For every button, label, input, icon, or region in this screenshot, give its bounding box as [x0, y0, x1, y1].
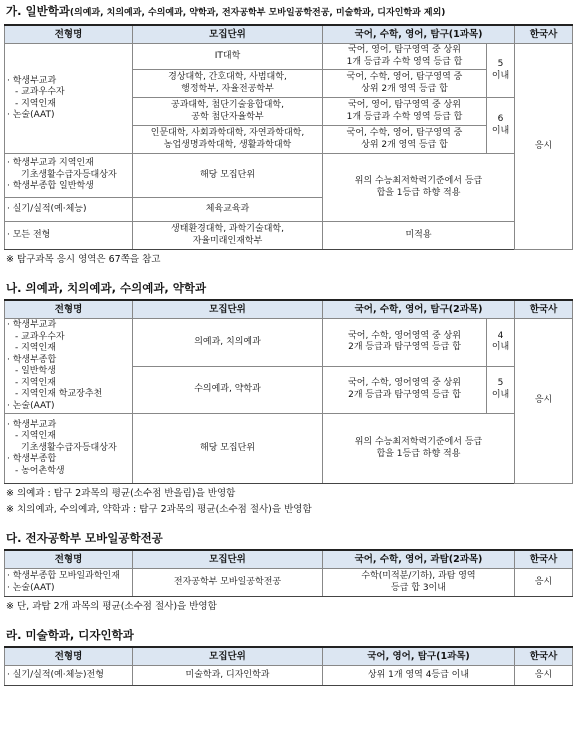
admission-type-line: · 논술(AAT)	[7, 582, 55, 593]
criteria-line: 상위 2개 영역 등급 합	[361, 83, 448, 94]
admission-type-cell	[5, 44, 133, 154]
unit-line: 체육교육과	[205, 203, 250, 214]
criteria-line: 국어, 수학, 영어, 탐구영역 중	[346, 128, 463, 138]
criteria-cell	[323, 70, 487, 98]
header-unit: 모집단위	[133, 647, 323, 666]
admission-type-line: - 농어촌학생	[15, 465, 65, 476]
admission-type-line: - 지역인재 학교장추천	[15, 389, 103, 399]
criteria-line: 국어, 수학, 영어, 탐구영역 중	[346, 72, 463, 82]
admission-type-cell	[5, 319, 133, 414]
grade-limit-unit: 이내	[491, 125, 510, 136]
admission-type-line: · 실기/실적(예·체능)	[7, 203, 87, 214]
criteria-line: 위의 수능최저학력기준에서 등급	[354, 437, 483, 447]
grade-limit-value: 6	[497, 114, 504, 124]
section-title-ra: 라. 미술학과, 디자인학과	[6, 628, 134, 642]
header-admission-type: 전형명	[5, 300, 133, 319]
grade-limit-unit: 이내	[491, 389, 510, 400]
unit-line: 행정학부, 자율전공학부	[181, 83, 274, 94]
unit-line: 해당 모집단위	[199, 442, 256, 453]
admission-type-line: 기초생활수급자등대상자	[21, 442, 117, 453]
section-subtitle: (의예과, 치의예과, 수의예과, 약학과, 전자공학부 모바일공학전공, 미술학과, 디자인학과 제외)	[69, 8, 446, 18]
unit-line: 경상대학, 간호대학, 사범대학,	[168, 72, 287, 82]
grade-limit-value: 5	[497, 59, 504, 69]
criteria-line: 1개 등급과 수학 영역 등급 합	[346, 111, 463, 122]
header-admission-type: 전형명	[5, 550, 133, 569]
unit-cell	[133, 222, 323, 250]
grade-limit-cell	[487, 319, 515, 367]
criteria-cell	[323, 319, 487, 367]
header-criteria: 국어, 수학, 영어, 과탐(2과목)	[323, 550, 515, 569]
criteria-line: 국어, 수학, 영어영역 중 상위	[348, 378, 461, 389]
criteria-line: 합을 1등급 하향 적용	[376, 187, 461, 198]
criteria-table-art	[4, 646, 573, 686]
admission-type-line: · 모든 전형	[7, 229, 51, 240]
unit-line: 농업생명과학대학, 생활과학대학	[163, 139, 292, 150]
unit-line: 의예과, 치의예과	[194, 336, 261, 347]
admission-type-line: - 교과우수자	[15, 87, 65, 97]
note: ※ 치의예과, 수의예과, 약학과 : 탐구 2과목의 평균(소수점 절사)을 반영함	[6, 504, 312, 515]
admission-type-line: - 지역인재	[15, 343, 56, 353]
criteria-line: 위의 수능최저학력기준에서 등급	[354, 176, 483, 186]
admission-type-line: · 학생부교과	[7, 419, 57, 430]
admission-type-line: · 학생부교과 지역인재	[7, 158, 94, 169]
unit-cell	[133, 666, 323, 686]
criteria-cell	[323, 666, 515, 686]
note: ※ 단, 과탐 2개 과목의 평균(소수점 절사)을 반영함	[6, 601, 217, 612]
criteria-cell	[323, 126, 487, 154]
unit-cell	[133, 414, 323, 484]
admission-type-line: · 학생부종합 일반학생	[7, 181, 94, 192]
unit-cell	[133, 44, 323, 70]
unit-line: 해당 모집단위	[199, 169, 256, 180]
unit-cell	[133, 154, 323, 198]
criteria-line: 상위 1개 영역 4등급 이내	[367, 669, 470, 680]
grade-limit-cell	[487, 98, 515, 154]
unit-line: 공과대학, 첨단기술융합대학,	[171, 100, 284, 110]
unit-line: 생태환경대학, 과학기술대학,	[171, 224, 284, 234]
grade-limit-cell	[487, 44, 515, 98]
header-admission-type: 전형명	[5, 647, 133, 666]
criteria-cell	[323, 44, 487, 70]
header-korean-history: 한국사	[515, 647, 573, 666]
criteria-line: 국어, 영어, 탐구영역 중 상위	[348, 45, 461, 55]
header-unit: 모집단위	[133, 25, 323, 44]
admission-type-line: - 지역인재	[15, 431, 56, 442]
admission-type-line: - 교과우수자	[15, 331, 65, 342]
header-unit: 모집단위	[133, 300, 323, 319]
shared-criteria-cell	[323, 414, 515, 484]
section-title-text: 가. 일반학과	[6, 4, 70, 18]
criteria-line: 합을 1등급 하향 적용	[376, 448, 461, 459]
criteria-line: 국어, 영어, 탐구영역 중 상위	[348, 100, 461, 110]
section-title-ga	[4, 2, 576, 24]
criteria-cell	[323, 366, 487, 414]
criteria-line: 2개 등급과 탐구영역 등급 합	[348, 389, 461, 400]
header-korean-history: 한국사	[515, 25, 573, 44]
unit-cell	[133, 198, 323, 222]
criteria-line: 등급 합 3이내	[391, 582, 446, 593]
section-title-da: 다. 전자공학부 모바일공학전공	[6, 531, 163, 545]
criteria-line: 국어, 수학, 영어영역 중 상위	[348, 330, 461, 341]
unit-cell	[133, 70, 323, 98]
admission-type-line: 기초생활수급자등대상자	[21, 169, 117, 180]
admission-type-line: · 실기/실적(예·체능)전형	[7, 669, 104, 680]
criteria-cell	[323, 98, 487, 126]
criteria-line: 1개 등급과 수학 영역 등급 합	[346, 56, 463, 67]
unit-line: 인문대학, 사회과학대학, 자연과학대학,	[150, 128, 305, 138]
admission-type-cell	[5, 569, 133, 597]
grade-limit-cell	[487, 366, 515, 414]
korean-history-cell: 응시	[515, 44, 573, 250]
grade-limit-value: 5	[497, 378, 504, 389]
korean-history-cell: 응시	[515, 569, 573, 597]
admission-type-cell	[5, 666, 133, 686]
criteria-cell	[323, 569, 515, 597]
admission-type-cell	[5, 414, 133, 484]
admission-type-line: - 일반학생	[15, 366, 56, 376]
header-korean-history: 한국사	[515, 550, 573, 569]
admission-type-cell	[5, 222, 133, 250]
header-admission-type: 전형명	[5, 25, 133, 44]
header-criteria: 국어, 수학, 영어, 탐구(2과목)	[323, 300, 515, 319]
grade-limit-value: 4	[497, 330, 504, 341]
admission-type-line: - 지역인재	[15, 98, 56, 109]
unit-cell	[133, 366, 323, 414]
admission-type-line: · 논술(AAT)	[7, 400, 55, 411]
admission-type-cell	[5, 154, 133, 198]
shared-criteria-cell	[323, 154, 515, 222]
grade-limit-unit: 이내	[491, 342, 510, 353]
criteria-table-mobile	[4, 549, 573, 597]
admission-criteria-page	[4, 0, 576, 686]
unit-line: 미술학과, 디자인학과	[185, 669, 270, 680]
unit-line: 자율미래인재학부	[192, 235, 263, 246]
admission-type-line: · 학생부교과	[7, 320, 57, 330]
criteria-line: 상위 2개 영역 등급 합	[361, 139, 448, 150]
unit-cell	[133, 319, 323, 367]
korean-history-cell: 응시	[515, 319, 573, 484]
section-title-na: 나. 의예과, 치의예과, 수의예과, 약학과	[6, 281, 207, 295]
korean-history-cell: 응시	[515, 666, 573, 686]
admission-type-cell	[5, 198, 133, 222]
unit-line: 공학 첨단자율학부	[191, 111, 264, 122]
header-unit: 모집단위	[133, 550, 323, 569]
admission-type-line: · 학생부종합	[7, 454, 57, 465]
admission-type-line: - 지역인재	[15, 377, 56, 388]
admission-type-line: · 학생부교과	[7, 75, 57, 86]
criteria-line: 수학(미적분/기하), 과탐 영역	[361, 571, 476, 581]
unit-line: 수의예과, 약학과	[194, 384, 261, 394]
criteria-table-medical	[4, 299, 573, 484]
unit-cell	[133, 126, 323, 154]
header-criteria: 국어, 영어, 탐구(1과목)	[323, 647, 515, 666]
unit-line: IT대학	[214, 50, 241, 61]
header-criteria: 국어, 수학, 영어, 탐구(1과목)	[323, 25, 515, 44]
unit-cell	[133, 98, 323, 126]
header-korean-history: 한국사	[515, 300, 573, 319]
admission-type-line: · 논술(AAT)	[7, 110, 55, 120]
grade-limit-unit: 이내	[491, 70, 510, 81]
admission-type-line: · 학생부종합 모바일과학인재	[7, 571, 120, 581]
not-applied-cell: 미적용	[323, 222, 515, 250]
note: ※ 탐구과목 응시 영역은 67쪽을 참고	[6, 254, 161, 265]
note: ※ 의예과 : 탐구 2과목의 평균(소수점 반올림)을 반영함	[6, 488, 236, 499]
admission-type-line: · 학생부종합	[7, 354, 57, 365]
unit-line: 전자공학부 모바일공학전공	[173, 576, 282, 587]
unit-cell	[133, 569, 323, 597]
criteria-table-general	[4, 24, 573, 250]
criteria-line: 2개 등급과 탐구영역 등급 합	[348, 342, 461, 353]
